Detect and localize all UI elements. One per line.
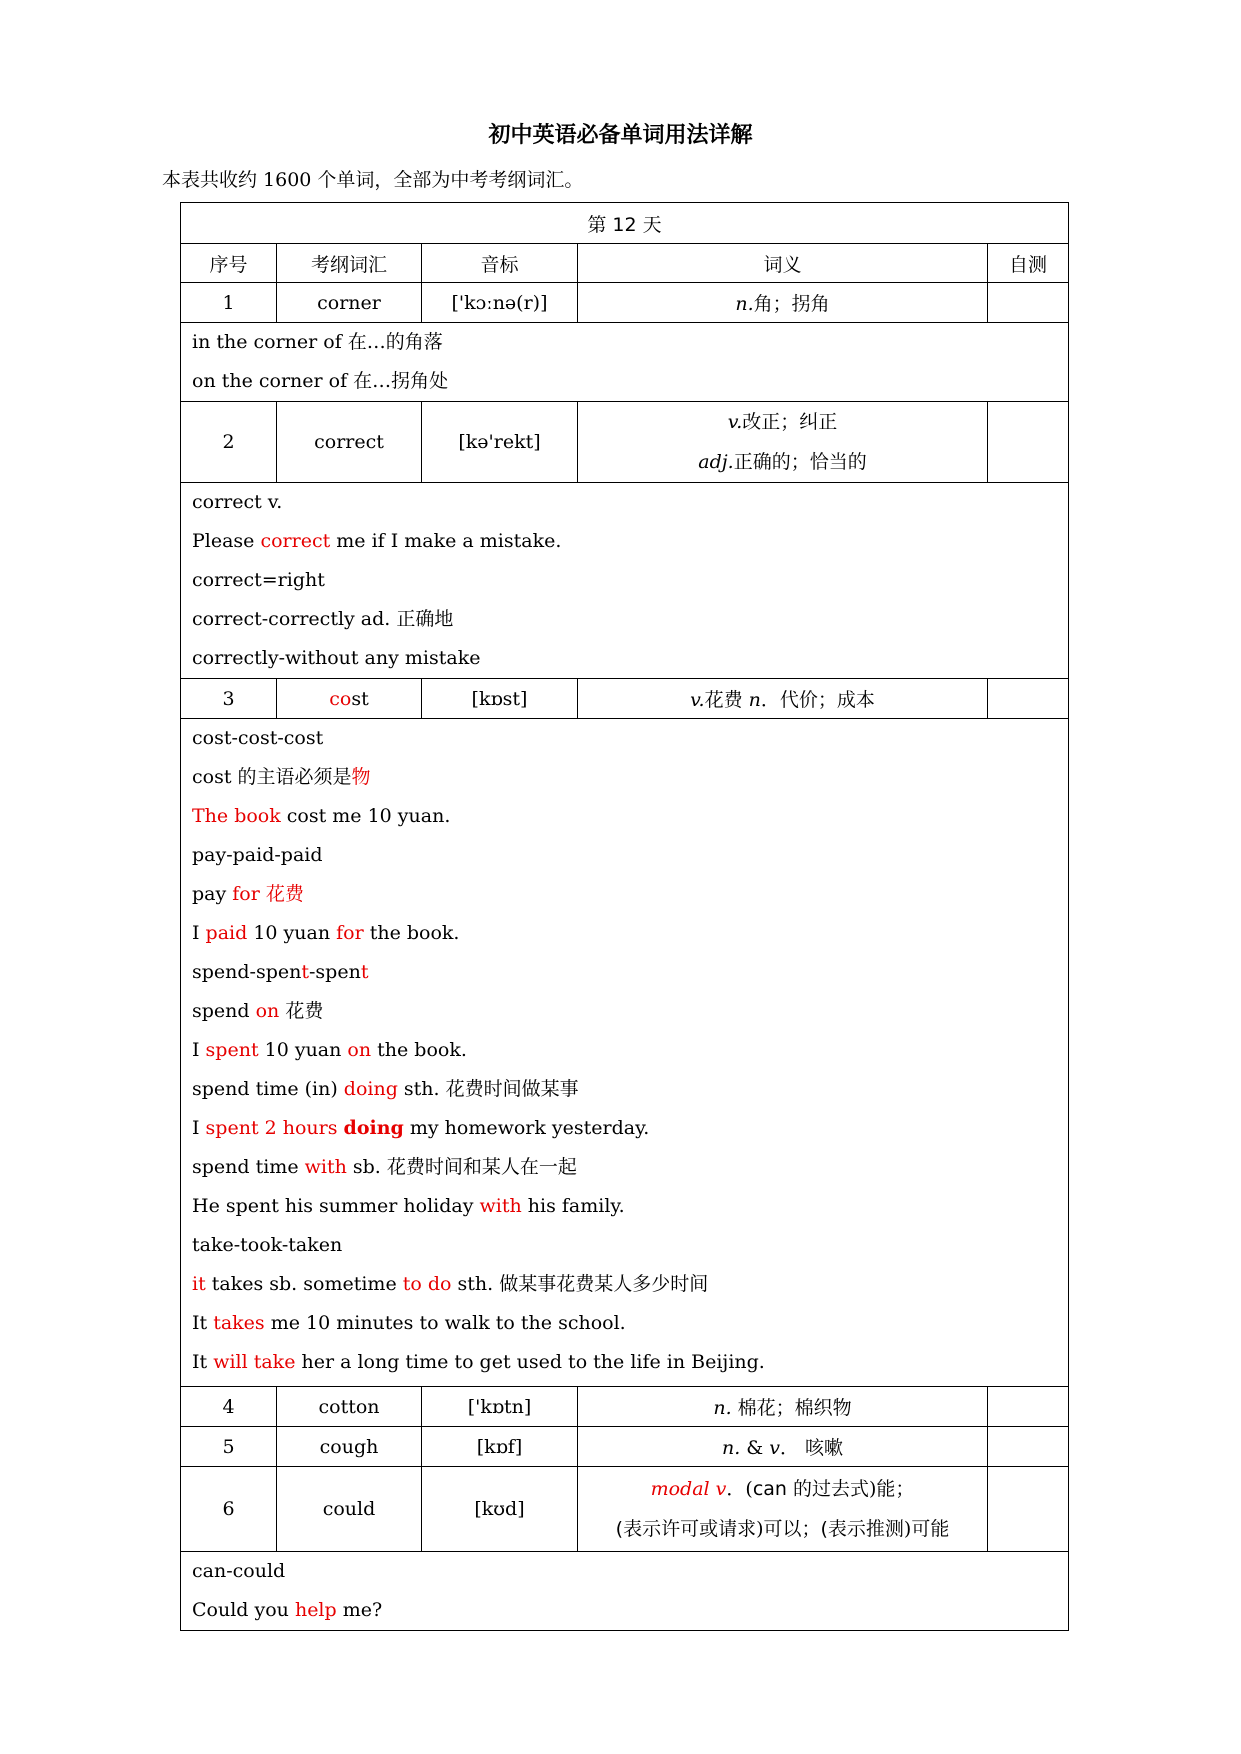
header-row [181, 244, 1069, 283]
notes-row [181, 483, 1069, 679]
highlight-text: will take [213, 1351, 296, 1373]
note-text: spend time [192, 1156, 305, 1178]
meaning-text: 花费 [704, 689, 749, 711]
highlight-text: t [301, 961, 310, 983]
note-line [192, 1265, 1057, 1304]
highlight-text: with [304, 1156, 347, 1178]
part-of-speech: v [769, 1437, 780, 1459]
meaning-line [584, 442, 981, 482]
note-text: his family. [521, 1195, 625, 1217]
word-text: st [351, 687, 369, 710]
note-text: the book. [371, 1039, 467, 1061]
word-cell: corner [277, 283, 422, 323]
highlight-text: with [479, 1195, 522, 1217]
note-line [192, 1591, 1057, 1630]
part-of-speech: n. [713, 1397, 732, 1419]
note-line [192, 914, 1057, 953]
part-of-speech: n. [721, 1437, 741, 1459]
note-text: Could you [192, 1599, 295, 1621]
header-no: 序号 [181, 244, 277, 283]
meaning-line [584, 402, 981, 442]
header-phonetic: 音标 [422, 244, 578, 283]
note-line [192, 522, 1057, 561]
meaning-text: can 的过去式 [752, 1478, 869, 1500]
meaning-cell [578, 679, 988, 719]
phonetic-cell: ['kɔːnə(r)] [422, 283, 578, 323]
word-number: 4 [181, 1387, 277, 1427]
note-line: correct v. [192, 491, 283, 513]
table-row [181, 1467, 1069, 1552]
note-text: cost me 10 yuan. [280, 805, 451, 827]
notes-cell [181, 719, 1069, 1387]
notes-row [181, 323, 1069, 402]
note-text: sth. 做某事花费某人多少时间 [451, 1273, 709, 1295]
note-line: correctly-without any mistake [192, 647, 481, 669]
highlight-text: t [360, 961, 369, 983]
highlight-text: co [329, 687, 352, 710]
word-number: 2 [181, 402, 277, 483]
meaning-cell [578, 402, 988, 483]
word-number: 5 [181, 1427, 277, 1467]
note-text: pay [192, 883, 233, 905]
word-number: 3 [181, 679, 277, 719]
highlight-text: on [255, 1000, 280, 1022]
meaning-text: 角；拐角 [753, 293, 830, 315]
word-number: 6 [181, 1467, 277, 1552]
notes-row [181, 1552, 1069, 1631]
note-text: I [192, 922, 206, 944]
highlight-text: correct [260, 530, 331, 552]
meaning-cell [578, 283, 988, 323]
meaning-text: 棉花；棉织物 [731, 1397, 852, 1419]
note-line [192, 992, 1057, 1031]
highlight-text: takes [213, 1312, 265, 1334]
note-line: correct=right [192, 569, 325, 591]
header-meaning: 词义 [578, 244, 988, 283]
meaning-cell [578, 1387, 988, 1427]
note-text: It [192, 1351, 214, 1373]
meaning-text: ．代价；成本 [760, 689, 875, 711]
highlight-text: it [192, 1273, 206, 1295]
highlight-text: to do [402, 1273, 452, 1295]
part-of-speech: n. [735, 293, 754, 315]
meaning-text: 正确的；恰当的 [733, 451, 867, 473]
meaning-text: )可能 [903, 1518, 950, 1540]
note-line [192, 1109, 1057, 1148]
note-text: I [192, 1117, 206, 1139]
note-text: me if I make a mistake. [330, 530, 562, 552]
table-row [181, 402, 1069, 483]
highlight-text: for 花费 [232, 883, 304, 905]
note-text: me 10 minutes to walk to the school. [264, 1312, 626, 1334]
meaning-cell [578, 1427, 988, 1467]
selftest-cell[interactable] [988, 1427, 1069, 1467]
note-line [192, 1343, 1057, 1382]
header-selftest: 自测 [988, 244, 1069, 283]
meaning-line [584, 1469, 981, 1509]
word-cell [277, 679, 422, 719]
meaning-text: ．( [726, 1478, 753, 1500]
highlight-text: The book [192, 805, 281, 827]
meaning-text: (表示许可或请求 [615, 1518, 757, 1540]
word-cell: cough [277, 1427, 422, 1467]
word-cell: cotton [277, 1387, 422, 1427]
meaning-text: ． 咳嗽 [779, 1437, 844, 1459]
note-text: takes sb. sometime [205, 1273, 403, 1295]
table-row [181, 1427, 1069, 1467]
phonetic-cell: [kɒf] [422, 1427, 578, 1467]
vocabulary-table [180, 202, 1069, 1631]
note-line [192, 1070, 1057, 1109]
note-line: take-took-taken [192, 1234, 343, 1256]
note-text: her a long time to get used to the life in Beijing. [295, 1351, 765, 1373]
table-row [181, 679, 1069, 719]
note-text: I [192, 1039, 206, 1061]
note-line: on the corner of 在…拐角处 [192, 370, 449, 392]
selftest-cell[interactable] [988, 1387, 1069, 1427]
note-text: me? [336, 1599, 383, 1621]
note-line: can-could [192, 1560, 286, 1582]
note-line [192, 1148, 1057, 1187]
note-line: in the corner of 在…的角落 [192, 331, 443, 353]
highlight-text: doing [343, 1117, 404, 1139]
note-line [192, 1031, 1057, 1070]
note-line [192, 797, 1057, 836]
intro-text: 本表共收约 1600 个单词，全部为中考考纲词汇。 [162, 169, 584, 191]
selftest-cell[interactable] [988, 679, 1069, 719]
note-text: my homework yesterday. [403, 1117, 650, 1139]
note-text: sth. 花费时间做某事 [397, 1078, 579, 1100]
phonetic-cell: ['kɒtn] [422, 1387, 578, 1427]
table-row [181, 283, 1069, 323]
note-text: cost 的主语必须是 [192, 766, 352, 788]
highlight-text: spent 2 hours [205, 1117, 344, 1139]
notes-cell [181, 323, 1069, 402]
page-title: 初中英语必备单词用法详解 [488, 123, 753, 148]
note-line [192, 1187, 1057, 1226]
word-number: 1 [181, 283, 277, 323]
highlight-text: for [336, 922, 364, 944]
highlight-text: spent [205, 1039, 259, 1061]
day-label: 第 12 天 [181, 203, 1069, 244]
note-line: correct-correctly ad. 正确地 [192, 608, 454, 630]
note-text: spend [192, 1000, 256, 1022]
note-text: sb. 花费时间和某人在一起 [346, 1156, 577, 1178]
meaning-text: & [740, 1437, 770, 1459]
note-text: 10 yuan [247, 922, 337, 944]
day-row [181, 203, 1069, 244]
note-line: cost-cost-cost [192, 727, 324, 749]
word-cell: could [277, 1467, 422, 1552]
phonetic-cell: [kʊd] [422, 1467, 578, 1552]
highlight-text: doing [343, 1078, 398, 1100]
notes-cell [181, 1552, 1069, 1631]
part-of-speech: modal v [650, 1478, 727, 1500]
part-of-speech: v. [690, 689, 705, 711]
meaning-cell [578, 1467, 988, 1552]
part-of-speech: v. [727, 411, 743, 433]
note-text: the book. [363, 922, 460, 944]
note-text: -spen [309, 961, 361, 983]
note-line [192, 875, 1057, 914]
note-line [192, 1304, 1057, 1343]
note-text: 花费 [279, 1000, 324, 1022]
notes-row [181, 719, 1069, 1387]
part-of-speech: adj. [698, 451, 734, 473]
meaning-text: )可以； [756, 1518, 821, 1540]
meaning-line [584, 1509, 981, 1549]
selftest-cell[interactable] [988, 1467, 1069, 1552]
note-line [192, 953, 1057, 992]
phonetic-cell: [kə'rekt] [422, 402, 578, 483]
header-word: 考纲词汇 [277, 244, 422, 283]
meaning-text: (表示推测 [820, 1518, 904, 1540]
note-text: It [192, 1312, 214, 1334]
highlight-text: 物 [351, 766, 371, 788]
selftest-cell[interactable] [988, 402, 1069, 483]
note-line: pay-paid-paid [192, 844, 323, 866]
notes-cell [181, 483, 1069, 679]
highlight-text: on [347, 1039, 372, 1061]
note-text: 10 yuan [258, 1039, 348, 1061]
note-text: He spent his summer holiday [192, 1195, 480, 1217]
note-text: spend-spen [192, 961, 302, 983]
table-row [181, 1387, 1069, 1427]
highlight-text: help [294, 1599, 337, 1621]
note-text: spend time (in) [192, 1078, 344, 1100]
selftest-cell[interactable] [988, 283, 1069, 323]
meaning-text: )能； [868, 1478, 915, 1500]
highlight-text: paid [205, 922, 248, 944]
note-text: Please [192, 530, 261, 552]
note-line [192, 758, 1057, 797]
phonetic-cell: [kɒst] [422, 679, 578, 719]
part-of-speech: n [748, 689, 761, 711]
meaning-text: 改正；纠正 [742, 411, 838, 433]
word-cell: correct [277, 402, 422, 483]
